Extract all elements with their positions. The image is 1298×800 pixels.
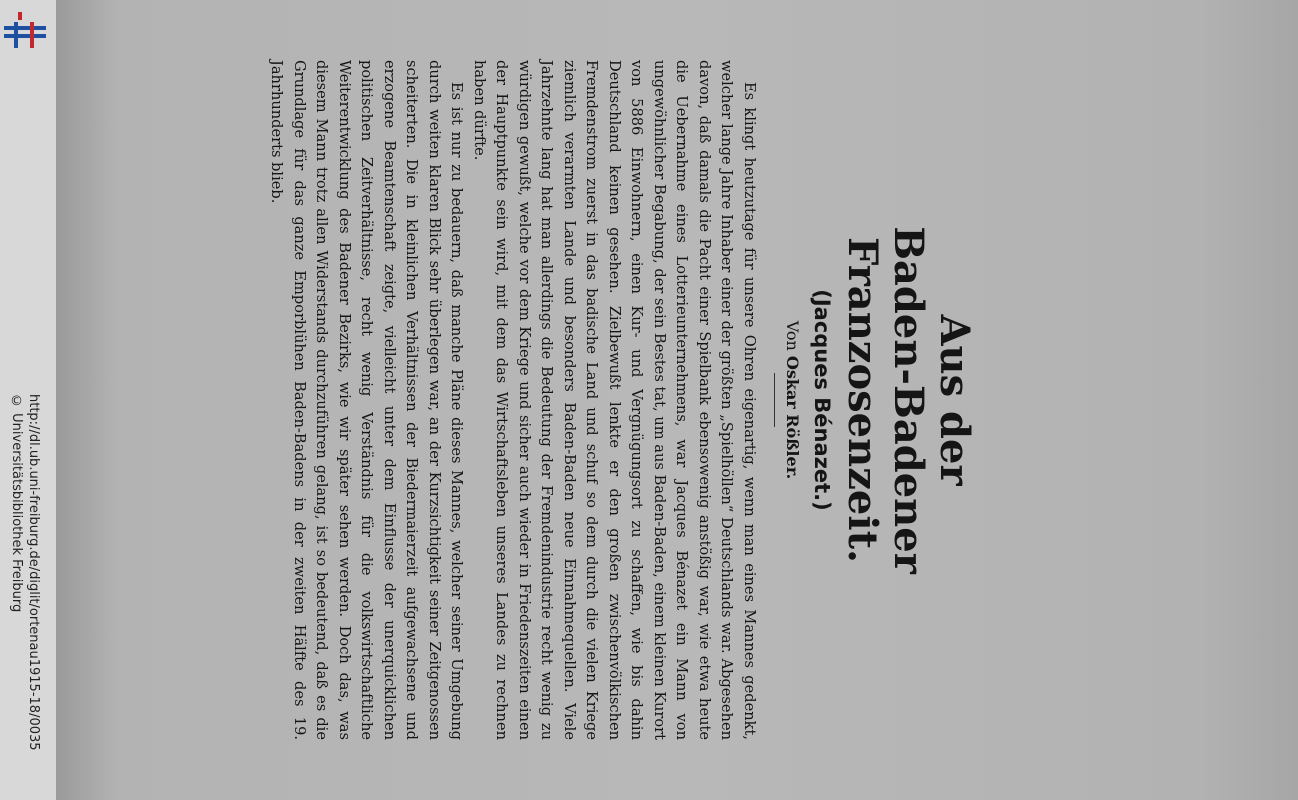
article-title-line1: Aus der	[931, 314, 978, 486]
scanned-page-viewer[interactable]	[56, 0, 1298, 800]
sidebar-credits	[8, 394, 42, 751]
source-url-link[interactable]: http://dl.ub.uni-freiburg.de/diglit/ortenau1915-18/0035	[26, 394, 41, 751]
copyright-text: © Universitätsbibliothek Freiburg	[9, 394, 24, 613]
sidebar	[0, 0, 57, 800]
article-title-line2: Baden-Badener Franzosenzeit.	[839, 226, 932, 574]
article-subtitle: (Jacques Bénazet.)	[810, 289, 834, 511]
title-divider	[774, 373, 775, 427]
article-byline	[781, 60, 803, 740]
byline-prefix: Von	[783, 320, 802, 351]
article-paragraph-1: Es klingt heutzutage für unsere Ohren eigenartig, wenn man eines Mannes gedenkt, welcher lange Jahre Inhaber einer der größten „Spielhöllen“ Deutschlands war. Abgesehen davon, daß damals die Pacht einer Spielbank ebensowenig anstößig war, wie etwa heute die Uebernahme eines Lotterieunternehmens, war Jacques Bénazet ein Mann von ungewöhnlicher Begabung, der sein Bestes tat, um aus Baden-Baden, einem kleinen Kurort von 5886 Einwohnern, einen Kur- und Vergnügungsort zu schaffen, wie bis dahin Deutschland keinen gesehen. Zielbewußt lenkte er den großen zwischenvölkischen Fremdenstrom zuerst in das badische Land und schuf so dem durch die vielen Kriege ziemlich verarmten Lande und besonders Baden-Baden neue Einnahmequellen. Viele Jahrzehnte lang hat man allerdings die Bedeutung der Fremdenindustrie recht wenig zu würdigen gewußt, welche vor dem Kriege und sicher auch wieder in Friedenszeiten einen der Hauptpunkte sein wird, mit dem das Wirtschaftsleben unseres Landes zu rechnen haben dürfte.	[471, 60, 758, 740]
author-name: Oskar Rößler.	[783, 355, 802, 480]
scanned-page	[268, 60, 978, 740]
library-logo-icon[interactable]	[4, 8, 46, 50]
article-paragraph-2: Es ist nur zu bedauern, daß manche Pläne dieses Mannes, welcher seiner Umgebung durch weiten klaren Blick sehr überlegen war, an der Kurzsichtigkeit seiner Zeitgenossen scheiterten. Die in kleinlichen Verhältnissen der Biedermaierzeit aufgewachsene und erzogene Beamtenschaft zeigte, vielleicht unter dem Einflusse der unerquicklichen politischen Zeitverhältnisse, recht wenig Verständnis für die volkswirtschaftliche Weiterentwicklung des Badener Bezirks, wie wir später sehen werden. Doch das, was diesem Mann trotz allen Widerstands durchzuführen gelang, ist so bedeutend, daß es die Grundlage für das ganze Emporblühen Baden-Badens in der zweiten Hälfte des 19. Jahrhunderts blieb.	[268, 60, 466, 740]
